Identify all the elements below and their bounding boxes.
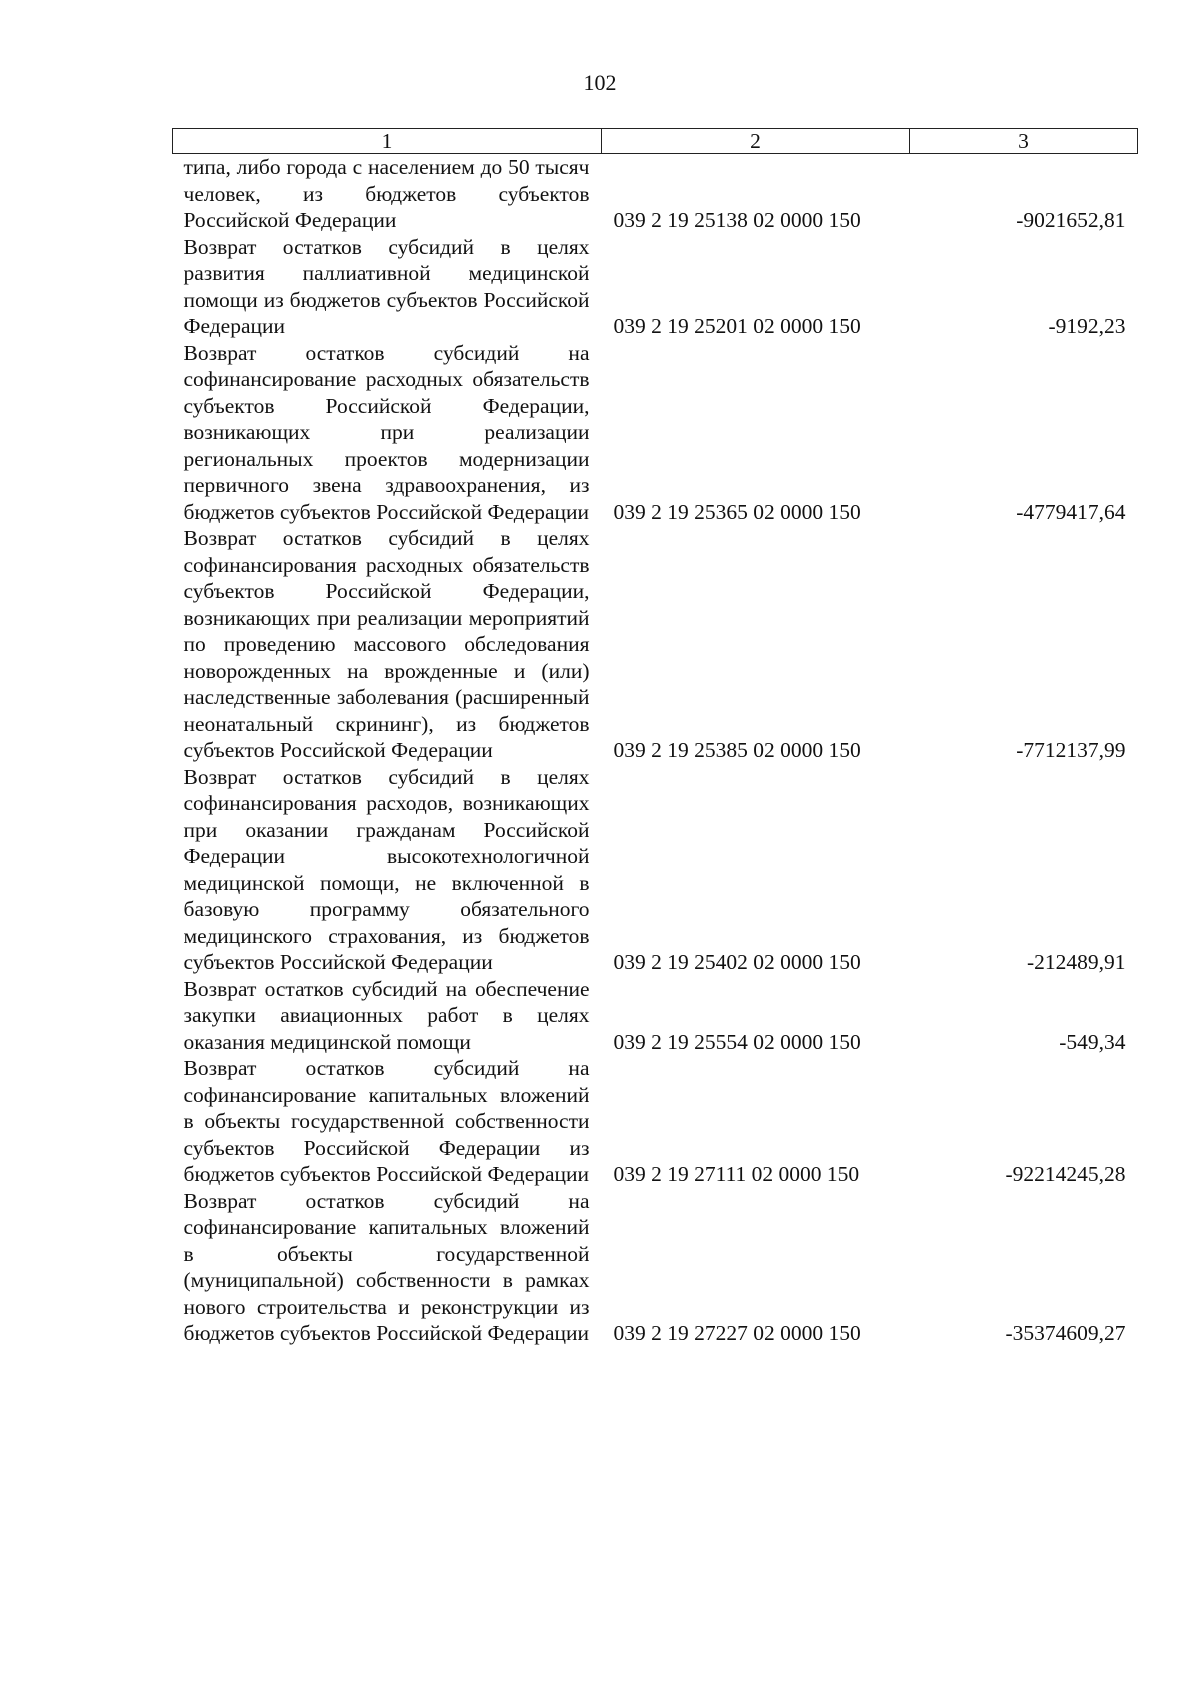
row-amount: -7712137,99 bbox=[1016, 738, 1126, 762]
table-row bbox=[173, 1188, 1138, 1347]
row-description: Возврат остатков субсидий на софинансирование расходных обязательств субъектов Российской Федерации, возникающих при реализации региональных проектов модернизации первичного звена здравоохранения, из бюджетов субъектов Российской Федерации bbox=[183, 340, 590, 524]
row-description: Возврат остатков субсидий на софинансирование капитальных вложений в объекты государственной собственности субъектов Российской Федерации из бюджетов субъектов Российской Федерации bbox=[183, 1056, 590, 1186]
column-header-1: 1 bbox=[173, 129, 602, 154]
row-code: 039 2 19 27227 02 0000 150 bbox=[613, 1321, 861, 1345]
budget-table bbox=[172, 128, 1138, 1347]
row-code: 039 2 19 25402 02 0000 150 bbox=[613, 950, 861, 974]
table-header bbox=[173, 129, 1138, 154]
page-number: 102 bbox=[583, 70, 617, 95]
row-description: Возврат остатков субсидий в целях софинансирования расходных обязательств субъектов Российской Федерации, возникающих при реализации мероприятий по проведению массового обследования новорожденных на врожденные и (или) наследственные заболевания (расширенный неонатальный скрининг), из бюджетов субъектов Российской Федерации bbox=[183, 526, 590, 762]
row-code: 039 2 19 27111 02 0000 150 bbox=[613, 1162, 860, 1186]
column-header-2: 2 bbox=[602, 129, 910, 154]
row-description: Возврат остатков субсидий в целях развития паллиативной медицинской помощи из бюджетов субъектов Российской Федерации bbox=[183, 234, 590, 338]
table-row bbox=[173, 340, 1138, 526]
row-amount: -35374609,27 bbox=[1005, 1321, 1126, 1345]
table-row bbox=[173, 525, 1138, 764]
table-row bbox=[173, 976, 1138, 1056]
row-code: 039 2 19 25385 02 0000 150 bbox=[613, 738, 861, 762]
table-body bbox=[173, 154, 1138, 1347]
row-amount: -212489,91 bbox=[1026, 950, 1126, 974]
row-description: типа, либо города с населением до 50 тысяч человек, из бюджетов субъектов Российской Федерации bbox=[183, 155, 590, 232]
table-row bbox=[173, 234, 1138, 340]
row-code: 039 2 19 25201 02 0000 150 bbox=[613, 314, 861, 338]
row-amount: -4779417,64 bbox=[1016, 499, 1126, 524]
row-code: 039 2 19 25554 02 0000 150 bbox=[613, 1029, 861, 1054]
column-header-3: 3 bbox=[910, 129, 1138, 154]
table-row bbox=[173, 154, 1138, 234]
row-description: Возврат остатков субсидий в целях софинансирования расходов, возникающих при оказании гражданам Российской Федерации высокотехнологичной медицинской помощи, не включенной в базовую программу обязательного медицинского страхования, из бюджетов субъектов Российской Федерации bbox=[183, 764, 590, 974]
table-row bbox=[173, 1055, 1138, 1188]
row-description: Возврат остатков субсидий на софинансирование капитальных вложений в объекты государственной (муниципальной) собственности в рамках нового строительства и реконструкции из бюджетов субъектов Российской Федерации bbox=[183, 1188, 590, 1345]
row-code: 039 2 19 25365 02 0000 150 bbox=[613, 499, 861, 524]
table-row bbox=[173, 764, 1138, 976]
row-description: Возврат остатков субсидий на обеспечение закупки авиационных работ в целях оказания медицинской помощи bbox=[183, 976, 590, 1054]
row-code: 039 2 19 25138 02 0000 150 bbox=[613, 208, 861, 232]
row-amount: -549,34 bbox=[1059, 1029, 1126, 1054]
row-amount: -9192,23 bbox=[1048, 314, 1126, 338]
row-amount: -92214245,28 bbox=[1005, 1162, 1126, 1186]
header-row bbox=[173, 129, 1138, 154]
row-amount: -9021652,81 bbox=[1016, 208, 1126, 232]
